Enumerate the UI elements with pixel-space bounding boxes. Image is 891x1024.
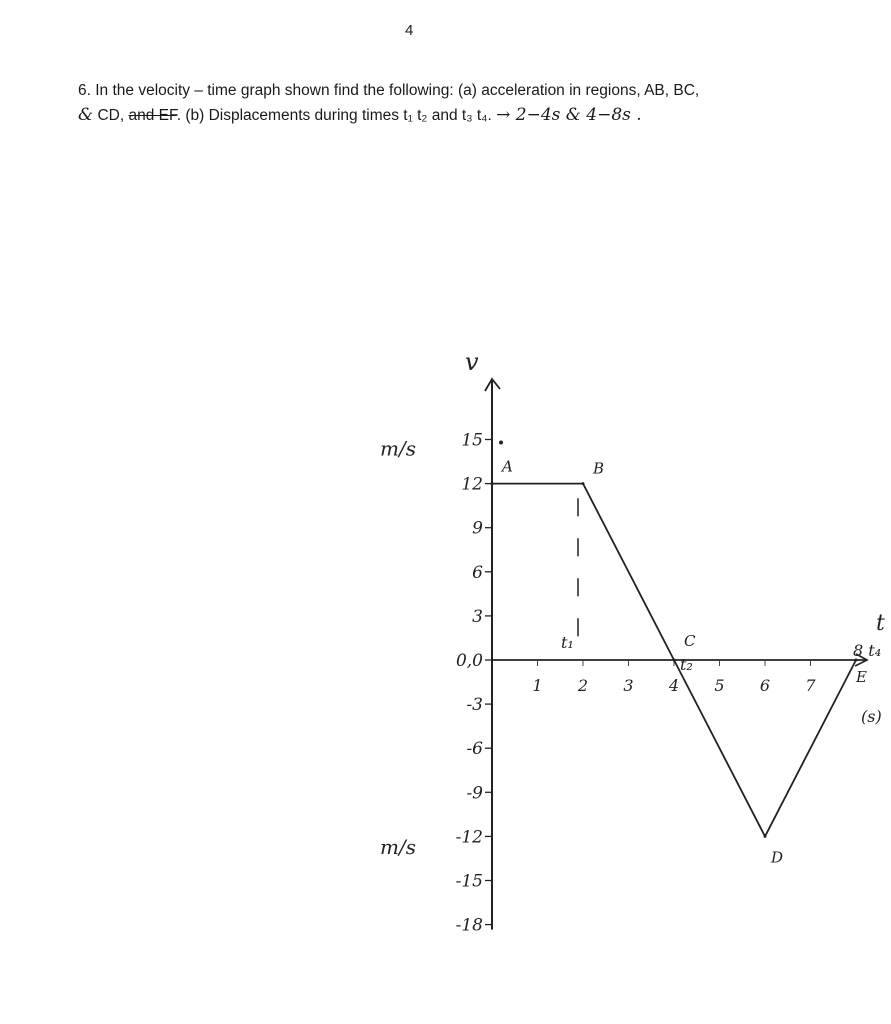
point-label-C: C bbox=[684, 632, 696, 650]
y-tick-label: 15 bbox=[461, 430, 483, 451]
v-unit-upper: m/s bbox=[380, 436, 416, 461]
y-tick-label: -18 bbox=[455, 915, 483, 936]
y-tick-label: 0,0 bbox=[455, 651, 483, 671]
x-tick-label: 2 bbox=[577, 676, 589, 695]
page-number: 4 bbox=[405, 22, 414, 39]
data-point-B bbox=[582, 482, 585, 485]
x-tick-label: 5 bbox=[714, 676, 725, 695]
stray-dot bbox=[499, 440, 503, 444]
annotation-label: t₂ bbox=[680, 655, 693, 674]
y-tick-label: -12 bbox=[455, 827, 483, 848]
data-point-D bbox=[764, 835, 767, 838]
t-axis-label: t bbox=[876, 611, 885, 636]
y-ticks bbox=[456, 431, 503, 936]
annotation-label: 8 t₄ bbox=[853, 641, 882, 660]
handwritten-and-mark: & bbox=[78, 105, 94, 125]
y-tick-label: 3 bbox=[472, 606, 483, 627]
y-tick-label: -9 bbox=[466, 783, 483, 804]
x-tick-label: 1 bbox=[532, 676, 543, 695]
question-line-1: In the velocity – time graph shown find the following: (a) acceleration in regions, AB, BC, bbox=[95, 82, 700, 99]
point-label-E: E bbox=[856, 668, 867, 686]
y-tick-label: -6 bbox=[466, 739, 483, 760]
question-cd: CD, bbox=[97, 107, 125, 124]
y-tick-label: -15 bbox=[455, 871, 483, 892]
question-number: 6. bbox=[78, 82, 91, 99]
y-tick-label: 12 bbox=[461, 474, 483, 495]
x-ticks bbox=[532, 660, 816, 695]
handwritten-time-note: → 2−4s & 4−8s . bbox=[496, 105, 642, 125]
question-line-2-rest: . (b) Displacements during times t₁ t₂ and t₃ t₄. bbox=[176, 107, 492, 124]
x-tick-label: 6 bbox=[759, 676, 771, 695]
y-tick-label: 6 bbox=[472, 562, 483, 583]
x-tick-label: 7 bbox=[805, 676, 816, 695]
struck-text-ef: and EF bbox=[128, 107, 177, 124]
axes bbox=[485, 379, 867, 930]
point-label-B: B bbox=[593, 459, 605, 478]
x-tick-label: 4 bbox=[668, 676, 680, 695]
y-tick-label: -3 bbox=[466, 695, 483, 716]
annotation-label: t₁ bbox=[561, 633, 574, 652]
x-tick-label: 3 bbox=[623, 676, 634, 695]
chart-labels bbox=[380, 348, 885, 866]
y-tick-label: 9 bbox=[472, 518, 483, 539]
point-label-D: D bbox=[771, 848, 784, 867]
data-point-C bbox=[673, 659, 676, 662]
v-axis-label: v bbox=[465, 348, 479, 376]
point-label-A: A bbox=[502, 457, 513, 476]
t-axis-unit: (s) bbox=[861, 707, 882, 726]
data-point-A bbox=[491, 482, 494, 485]
v-unit-lower: m/s bbox=[380, 835, 416, 860]
